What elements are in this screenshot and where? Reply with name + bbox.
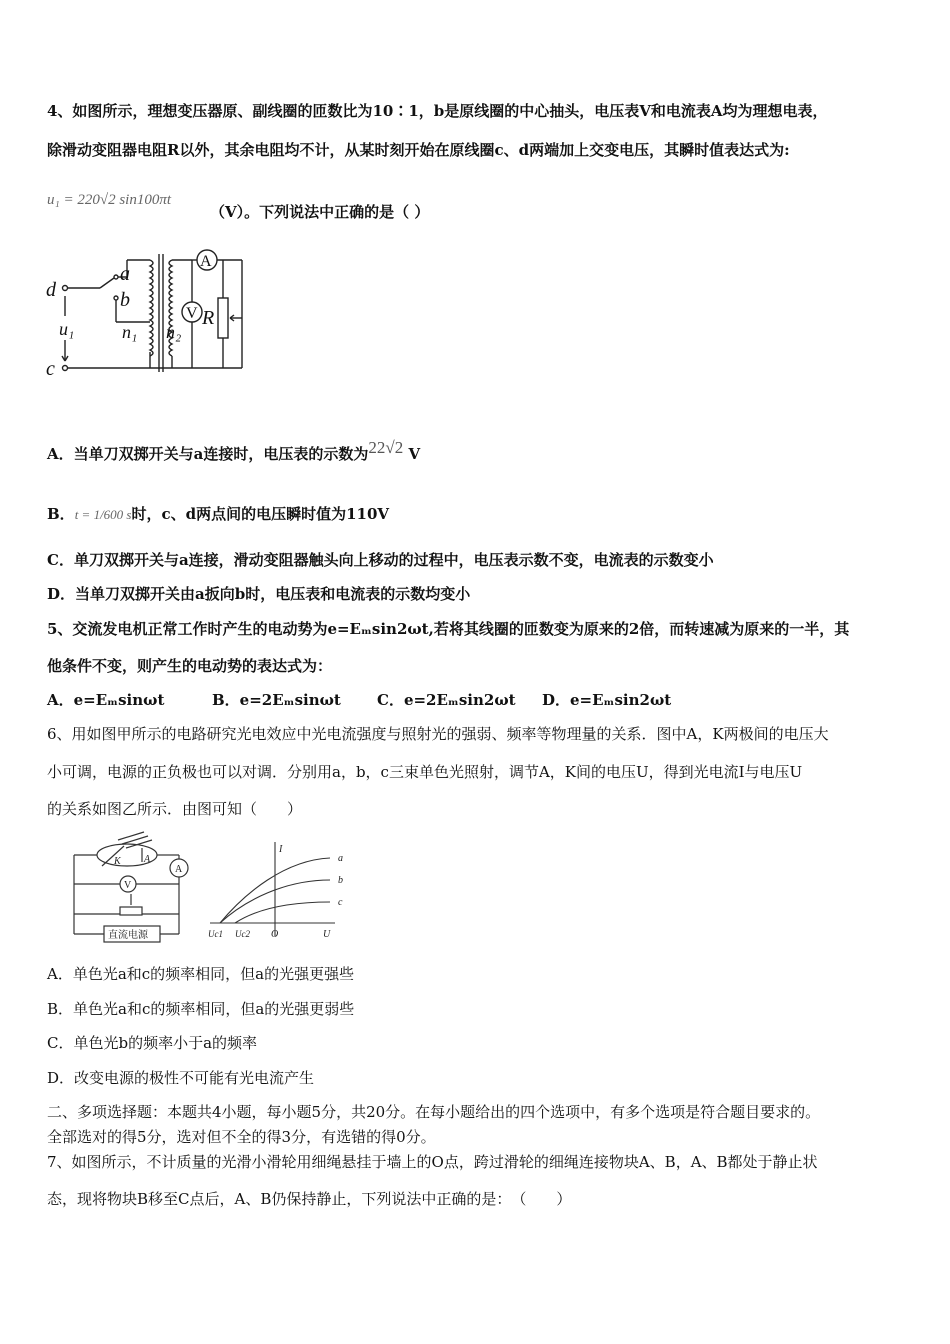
curve-a-label: a <box>338 853 343 864</box>
q6-line1: 6、用如图甲所示的电路研究光电效应中光电流强度与照射光的强弱、频率等物理量的关系．图中A，K两极间的电压大 <box>47 725 829 743</box>
q4-option-a <box>47 438 421 464</box>
n1-label: n₁ <box>122 322 138 342</box>
u1-label: u₁ <box>59 319 75 339</box>
voltmeter-label: V <box>124 880 132 891</box>
cathode-k-label: K <box>114 856 121 867</box>
q7-line2: 态，现将物块B移至C点后，A、B仍保持静止，下列说法中正确的是： （ ） <box>47 1190 572 1208</box>
q5-line1: 5、交流发电机正常工作时产生的电动势为e=Eₘsin2ωt,若将其线圈的匝数变为原来的2倍，而转速减为原来的一半，其 <box>47 620 850 638</box>
q6-option-b: B．单色光a和c的频率相同，但a的光强更弱些 <box>47 1000 355 1018</box>
q5-option-d: D．e=Eₘsin2ωt <box>542 691 672 709</box>
n2-label: n₂ <box>166 322 182 342</box>
q4-voltage-formula: u₁ = 220√2 sin100πt <box>47 192 172 208</box>
terminal-d-label: d <box>46 279 56 301</box>
q4-option-b-label: B． <box>47 505 75 523</box>
q6-option-d: D．改变电源的极性不可能有光电流产生 <box>47 1069 315 1087</box>
uc2-label: Uc2 <box>235 929 250 939</box>
resistor-label: R <box>202 307 215 329</box>
transformer-circuit-figure <box>42 240 257 375</box>
dc-source-label: 直流电源 <box>108 930 148 941</box>
curve-b-label: b <box>338 875 343 886</box>
q5-option-c: C．e=2Eₘsin2ωt <box>377 691 516 709</box>
q4-option-b-text: 时，c、d两点间的电压瞬时值为110V <box>131 505 390 523</box>
curve-c-label: c <box>338 897 343 908</box>
photoelectric-circuit-figure <box>72 828 197 943</box>
q5-option-a: A．e=Eₘsinωt <box>47 691 165 709</box>
switch-b-label: b <box>120 289 130 311</box>
q4-line3: （V）。下列说法中正确的是（ ） <box>210 203 430 221</box>
q4-option-d: D．当单刀双掷开关由a扳向b时，电压表和电流表的示数均变小 <box>47 585 471 603</box>
uc1-label: Uc1 <box>208 929 223 939</box>
anode-a-label: A <box>144 854 151 865</box>
q6-line3: 的关系如图乙所示．由图可知（ ） <box>47 800 303 818</box>
axis-i-label: I <box>279 844 283 855</box>
q6-option-c: C．单色光b的频率小于a的频率 <box>47 1034 258 1052</box>
switch-a-label: a <box>120 263 130 285</box>
q5-line2: 他条件不变，则产生的电动势的表达式为： <box>47 657 333 675</box>
q4-option-a-value: 22√2 <box>368 438 404 457</box>
q5-option-b: B．e=2Eₘsinωt <box>212 691 341 709</box>
q7-line1: 7、如图所示，不计质量的光滑小滑轮用细绳悬挂于墙上的O点，跨过滑轮的细绳连接物块A、B，A、B都处于静止状 <box>47 1153 818 1171</box>
q6-option-a: A．单色光a和c的频率相同，但a的光强更强些 <box>47 965 355 983</box>
q4-line2: 除滑动变阻器电阻R以外，其余电阻均不计，从某时刻开始在原线圈c、d两端加上交变电压，其瞬时值表达式为: <box>47 141 790 159</box>
terminal-c-label: c <box>46 358 55 375</box>
q4-option-a-unit: V <box>408 445 421 463</box>
ammeter-label: A <box>200 253 212 270</box>
ammeter-label: A <box>175 864 183 875</box>
q4-option-c: C．单刀双掷开关与a连接，滑动变阻器触头向上移动的过程中，电压表示数不变，电流表的示数变小 <box>47 551 714 569</box>
q5-options <box>47 690 671 710</box>
axis-u-label: U <box>323 929 331 940</box>
origin-label: O <box>271 929 279 940</box>
voltmeter-label: V <box>186 305 198 322</box>
q4-option-b <box>47 504 389 525</box>
q6-line2: 小可调，电源的正负极也可以对调．分别用a，b，c三束单色光照射，调节A，K间的电压U，得到光电流I与电压U <box>47 763 803 781</box>
section2-line1: 二、多项选择题：本题共4小题，每小题5分，共20分。在每小题给出的四个选项中，有多个选项是符合题目要求的。 <box>47 1103 821 1121</box>
photocurrent-iu-graph <box>205 838 350 943</box>
q4-line1: 4、如图所示，理想变压器原、副线圈的匝数比为10∶1，b是原线圈的中心抽头，电压表V和电流表A均为理想电表， <box>47 102 828 120</box>
q4-option-a-text: A．当单刀双掷开关与a连接时，电压表的示数为 <box>47 445 369 463</box>
section2-line2: 全部选对的得5分，选对但不全的得3分，有选错的得0分。 <box>47 1128 436 1146</box>
q4-option-b-formula: t = 1/600 s <box>74 507 132 522</box>
